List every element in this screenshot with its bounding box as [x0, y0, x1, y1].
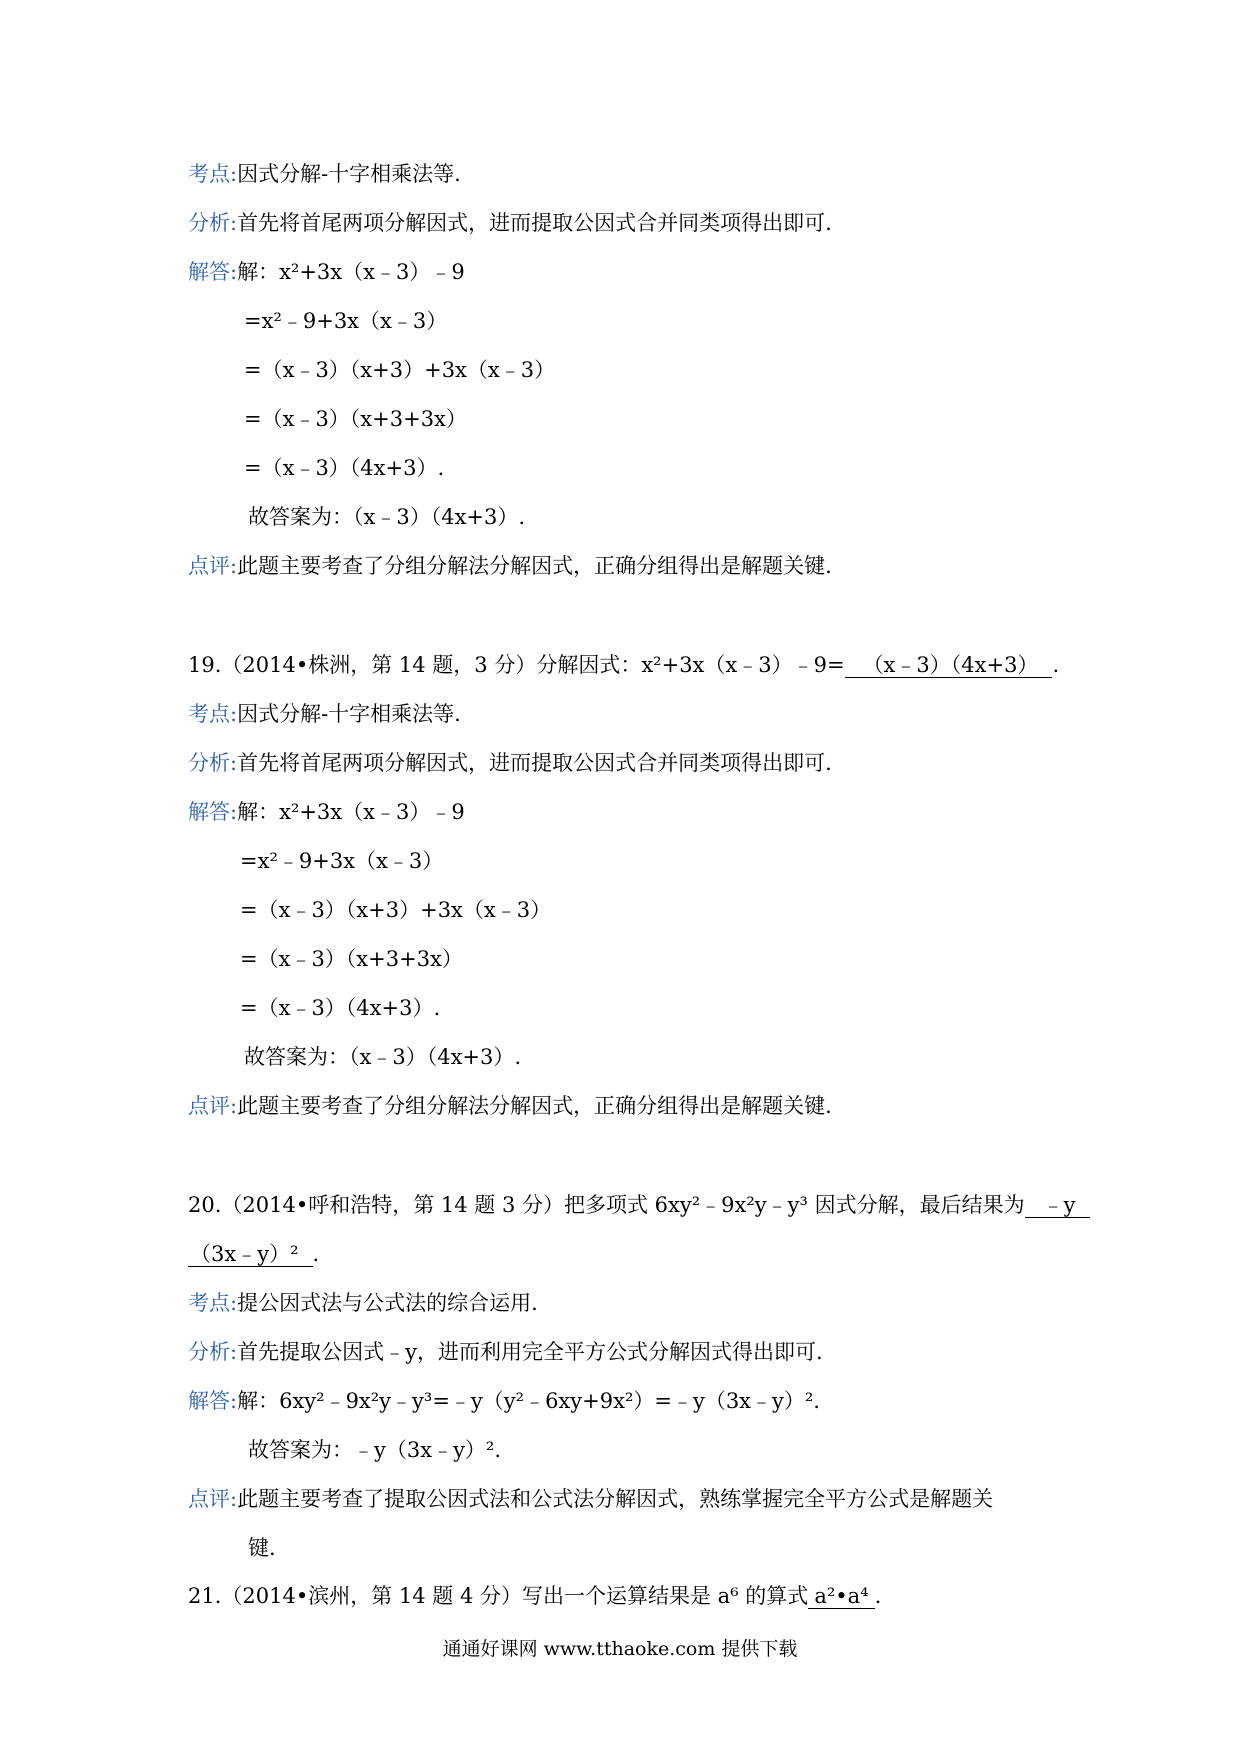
q19-step: =x²﹣9+3x（x﹣3） — [240, 849, 444, 873]
q20-kaodian-label: 考点: — [188, 1291, 238, 1315]
q18-jieda-row — [188, 258, 465, 286]
q19-fenxi-label: 分析: — [188, 751, 238, 775]
q19-jieda-row — [188, 798, 465, 826]
q20-answer-blank-part2: （3x﹣y）² — [188, 1242, 313, 1267]
q18-dianping-label: 点评: — [188, 554, 238, 578]
q18-step: =（x﹣3）（x+3）+3x（x﹣3） — [244, 358, 556, 382]
q21-answer-blank: a²•a⁴ — [808, 1584, 874, 1609]
q19-question-text: 19.（2014•株洲，第 14 题，3 分）分解因式：x²+3x（x﹣3）﹣9= — [188, 653, 845, 677]
q19-step: =（x﹣3）（4x+3）. — [240, 996, 441, 1020]
q18-jieda-label: 解答: — [188, 260, 238, 284]
q19-question-end: . — [1052, 653, 1060, 677]
q20-fenxi-text: 首先提取公因式﹣y，进而利用完全平方公式分解因式得出即可. — [237, 1340, 823, 1364]
q18-step: =（x﹣3）（x+3+3x） — [244, 407, 467, 431]
q20-jieda-row — [188, 1387, 820, 1415]
q21-question-text: 21.（2014•滨州，第 14 题 4 分）写出一个运算结果是 a⁶ 的算式 — [188, 1584, 809, 1608]
q20-jieda-label: 解答: — [188, 1389, 238, 1413]
q20-question-cont — [188, 1240, 319, 1268]
q20-kaodian-text: 提公因式法与公式法的综合运用. — [237, 1291, 538, 1315]
q19-answer-blank: （x﹣3）（4x+3） — [845, 653, 1053, 678]
q18-kaodian-label: 考点: — [188, 162, 238, 186]
q19-fenxi-row — [188, 749, 832, 777]
q21-question — [188, 1582, 881, 1610]
q19-kaodian-text: 因式分解-十字相乘法等. — [237, 702, 461, 726]
q18-kaodian-row — [188, 160, 461, 188]
q18-step: =（x﹣3）（4x+3）. — [244, 456, 445, 480]
q20-answer-blank-part1: ﹣y — [1025, 1193, 1090, 1218]
q18-dianping-text: 此题主要考查了分组分解法分解因式，正确分组得出是解题关键. — [237, 554, 832, 578]
q18-step: 解：x²+3x（x﹣3）﹣9 — [237, 260, 465, 284]
q20-question — [188, 1191, 1090, 1219]
q18-fenxi-label: 分析: — [188, 211, 238, 235]
q18-fenxi-row — [188, 209, 832, 237]
q19-step: =（x﹣3）（x+3+3x） — [240, 947, 463, 971]
q19-step: 解：x²+3x（x﹣3）﹣9 — [237, 800, 465, 824]
q20-dianping-cont: 键. — [248, 1536, 276, 1560]
q19-kaodian-label: 考点: — [188, 702, 238, 726]
page-footer: 通通好课网 www.tthaoke.com 提供下载 — [442, 1638, 798, 1660]
q18-fenxi-text: 首先将首尾两项分解因式，进而提取公因式合并同类项得出即可. — [237, 211, 832, 235]
q18-kaodian-text: 因式分解-十字相乘法等. — [237, 162, 461, 186]
q19-conclusion: 故答案为：（x﹣3）（4x+3）. — [244, 1045, 522, 1069]
q21-question-end: . — [874, 1584, 882, 1608]
q18-dianping-row — [188, 552, 832, 580]
q19-dianping-row — [188, 1092, 832, 1120]
q20-dianping-row — [188, 1485, 993, 1513]
q20-fenxi-row — [188, 1338, 823, 1366]
q20-question-end: . — [312, 1242, 320, 1266]
q19-kaodian-row — [188, 700, 461, 728]
q20-dianping-label: 点评: — [188, 1487, 238, 1511]
q19-jieda-label: 解答: — [188, 800, 238, 824]
q20-fenxi-label: 分析: — [188, 1340, 238, 1364]
q19-question — [188, 651, 1059, 679]
q20-dianping-text: 此题主要考查了提取公因式法和公式法分解因式，熟练掌握完全平方公式是解题关 — [237, 1487, 994, 1511]
q18-conclusion: 故答案为：（x﹣3）（4x+3）. — [248, 505, 526, 529]
q19-dianping-label: 点评: — [188, 1094, 238, 1118]
q18-step: =x²﹣9+3x（x﹣3） — [244, 309, 448, 333]
q20-question-text: 20.（2014•呼和浩特，第 14 题 3 分）把多项式 6xy²﹣9x²y﹣y³ 因式分解，最后结果为 — [188, 1193, 1025, 1217]
q19-dianping-text: 此题主要考查了分组分解法分解因式，正确分组得出是解题关键. — [237, 1094, 832, 1118]
q19-step: =（x﹣3）（x+3）+3x（x﹣3） — [240, 898, 552, 922]
q20-conclusion: 故答案为：﹣y（3x﹣y）². — [248, 1438, 502, 1462]
q20-kaodian-row — [188, 1289, 538, 1317]
q20-step: 解：6xy²﹣9x²y﹣y³=﹣y（y²﹣6xy+9x²）=﹣y（3x﹣y）². — [237, 1389, 820, 1413]
q19-fenxi-text: 首先将首尾两项分解因式，进而提取公因式合并同类项得出即可. — [237, 751, 832, 775]
